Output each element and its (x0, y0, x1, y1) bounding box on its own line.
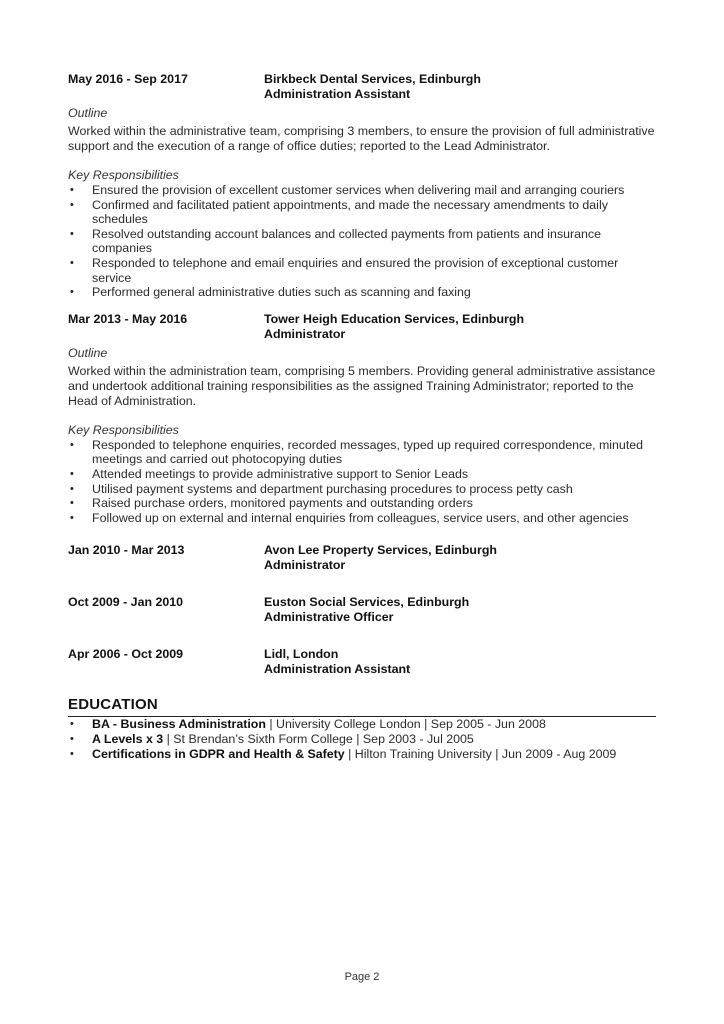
education-heading: EDUCATION (68, 697, 656, 717)
job-entry (68, 312, 656, 526)
education-details: | Hilton Training University | Jun 2009 - Aug 2009 (344, 746, 617, 761)
job-company: Tower Heigh Education Services, Edinburgh (264, 311, 525, 326)
key-responsibilities-label: Key Responsibilities (68, 422, 179, 437)
education-details: | St Brendan’s Sixth Form College | Sep 2003 - Jul 2005 (163, 731, 474, 746)
job-company: Euston Social Services, Edinburgh (264, 595, 470, 610)
list-item: • Attended meetings to provide administrative support to Senior Leads (68, 467, 656, 482)
job-dates: Oct 2009 - Jan 2010 (68, 595, 184, 610)
job-entry (68, 72, 656, 300)
list-item (68, 747, 656, 762)
job-entry-short (68, 595, 656, 625)
job-org (264, 543, 497, 573)
job-dates: Mar 2013 - May 2016 (68, 311, 188, 326)
education-list (68, 717, 656, 761)
list-item: • Raised purchase orders, monitored payments and outstanding orders (68, 496, 656, 511)
list-item: • Responded to telephone and email enquiries and ensured the provision of exceptional customer service (68, 256, 656, 285)
list-item (68, 717, 656, 732)
education-qualification: BA - Business Administration (92, 717, 266, 732)
responsibility-list (68, 438, 656, 526)
job-org (264, 647, 410, 677)
list-item: • Responded to telephone enquiries, recorded messages, typed up required correspondence, minuted meetings and carried out photocopying duties (68, 438, 656, 467)
job-header (68, 72, 656, 102)
job-dates: Apr 2006 - Oct 2009 (68, 647, 184, 662)
job-company: Birkbeck Dental Services, Edinburgh (264, 72, 481, 86)
responsibility-list (68, 183, 656, 300)
job-role: Administration Assistant (264, 662, 411, 677)
job-entry-short (68, 647, 656, 677)
list-item: • Confirmed and facilitated patient appointments, and made the necessary amendments to daily schedules (68, 198, 656, 227)
list-item: • Performed general administrative duties such as scanning and faxing (68, 285, 656, 300)
job-company: Lidl, London (264, 647, 339, 662)
education-details: | University College London | Sep 2005 - Jun 2008 (265, 717, 546, 732)
outline-label: Outline (68, 106, 108, 120)
outline-text: Worked within the administration team, comprising 5 members. Providing general administrative assistance and undertook additional training responsibilities as the assigned Training Administrator; reported to the Head of Administration. (68, 363, 656, 408)
education-qualification: Certifications in GDPR and Health & Safety (92, 746, 345, 761)
job-entry-short (68, 543, 656, 573)
job-role: Administration Assistant (264, 87, 411, 101)
resume-page (68, 72, 656, 761)
job-role: Administrator (264, 558, 346, 573)
job-dates: Jan 2010 - Mar 2013 (68, 543, 185, 558)
job-role: Administrator (264, 326, 346, 341)
list-item: • Resolved outstanding account balances and collected payments from patients and insurance companies (68, 227, 656, 256)
outline-text: Worked within the administrative team, comprising 3 members, to ensure the provision of full administrative support and the execution of a range of office duties; reported to the Lead Administrator. (68, 124, 655, 153)
page-number: Page 2 (344, 971, 380, 983)
job-org (264, 72, 481, 102)
key-responsibilities-label: Key Responsibilities (68, 168, 179, 182)
list-item: • Followed up on external and internal enquiries from colleagues, service users, and other agencies (68, 511, 656, 526)
list-item (68, 732, 656, 747)
list-item: • Ensured the provision of excellent customer services when delivering mail and arranging couriers (68, 183, 656, 198)
list-item: • Utilised payment systems and department purchasing procedures to process petty cash (68, 482, 656, 497)
job-role: Administrative Officer (264, 610, 394, 625)
job-header (68, 312, 656, 342)
job-org (264, 312, 524, 342)
education-qualification: A Levels x 3 (92, 731, 164, 746)
outline-label: Outline (68, 345, 108, 360)
job-company: Avon Lee Property Services, Edinburgh (264, 543, 497, 558)
job-dates: May 2016 - Sep 2017 (68, 72, 188, 86)
job-org (264, 595, 469, 625)
